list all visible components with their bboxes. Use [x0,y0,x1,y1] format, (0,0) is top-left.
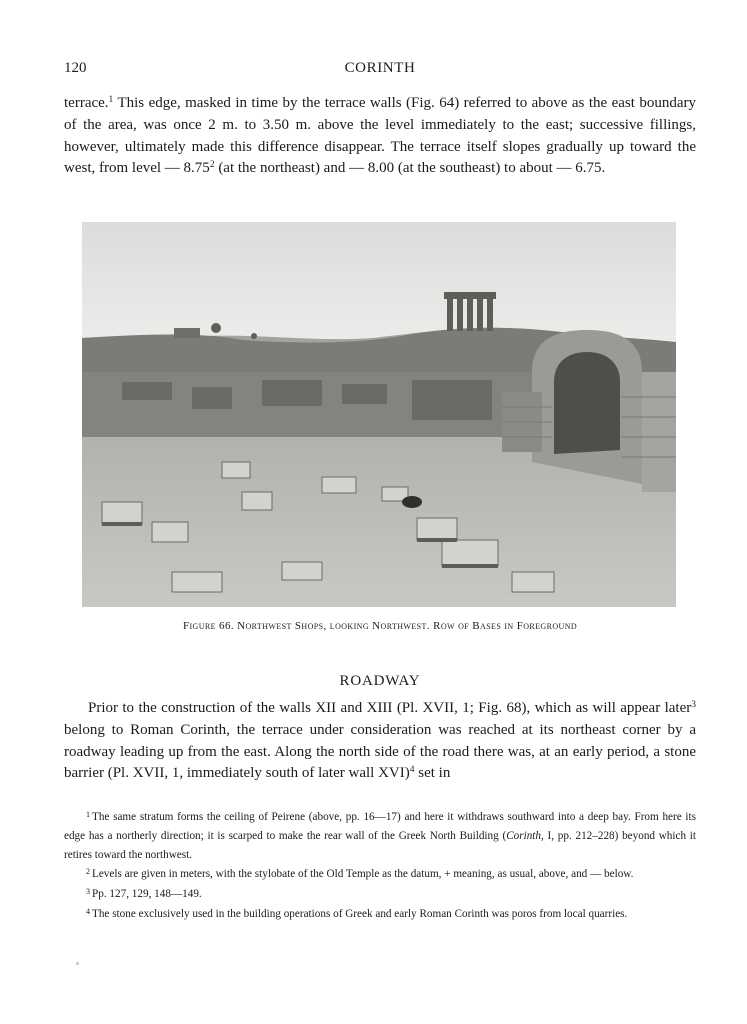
paragraph-roadway-text-3: set in [414,765,451,782]
footnote-marker: 4 [86,906,90,916]
footnote-ref-1: 1 [108,95,114,105]
figure-photograph [82,222,676,607]
footnote-ref-4: 4 [409,765,415,776]
footnote-text: The same stratum forms the ceiling of Peirene (above, pp. 16—17) and here it withdraws southward into a deep bay. From here its edge has a northerly direction; it is scarped to make the rear wall of the Greek North Building ( [64,811,696,842]
footnote-marker: 2 [86,867,90,877]
footnotes [64,808,696,925]
footnote-3 [64,885,696,904]
footnote-italic: Corinth [506,829,542,842]
footnote-ref-3: 3 [691,700,696,710]
paragraph-top [64,93,696,180]
footnote-ref-2: 2 [209,160,215,171]
section-heading: ROADWAY [339,673,421,689]
footnote-1 [64,808,696,864]
paragraph-top-text-3: (at the northeast) and — 8.00 (at the southeast) to about — 6.75. [214,160,606,177]
running-title: CORINTH [344,60,416,76]
footnote-text: Levels are given in meters, with the stylobate of the Old Temple as the datum, + meaning, as usual, above, and — below. [92,868,634,881]
footnote-2 [64,865,696,884]
paragraph-roadway-text-1: Prior to the construction of the walls XII and XIII (Pl. XVII, 1; Fig. 68), which as will appear later [88,700,692,716]
footnote-marker: 1 [86,810,90,819]
figure-caption: Figure 66. Northwest Shops, looking Northwest. Row of Bases in Foreground [182,620,578,632]
ruins-photograph [82,222,676,607]
paragraph-top-text-1: terrace. [64,95,109,111]
paragraph-top-text-2: This edge, masked in time by the terrace walls (Fig. 64) referred to above as the east boundary of the area, was once 2 m. to 3.50 m. above the level immediately to the east; successive fillings, however, ultimately made this difference disappear. The terrace itself slopes gradually up toward the west, from level — 8.75 [64,95,696,177]
paragraph-roadway-text-2: belong to Roman Corinth, the terrace under consideration was reached at its northeast corner by a roadway leading up from the east. Along the north side of the road there was, at an early period, a stone barrier (Pl. XVII, 1, immediately south of later wall XVI) [64,721,696,782]
footnote-text: Pp. 127, 129, 148—149. [92,888,202,901]
footnote-4 [64,905,696,924]
footnote-marker: 3 [86,887,90,897]
temple-columns [444,292,496,331]
page-number: 120 [64,60,87,76]
scan-mark [76,962,79,965]
footnote-text: The stone exclusively used in the building operations of Greek and early Roman Corinth was poros from local quarries. [92,907,628,920]
running-head [64,60,696,82]
footnote-text-end: , I, pp. 212–228) beyond which it retires toward the northwest. [64,829,696,861]
paragraph-roadway [64,698,696,785]
